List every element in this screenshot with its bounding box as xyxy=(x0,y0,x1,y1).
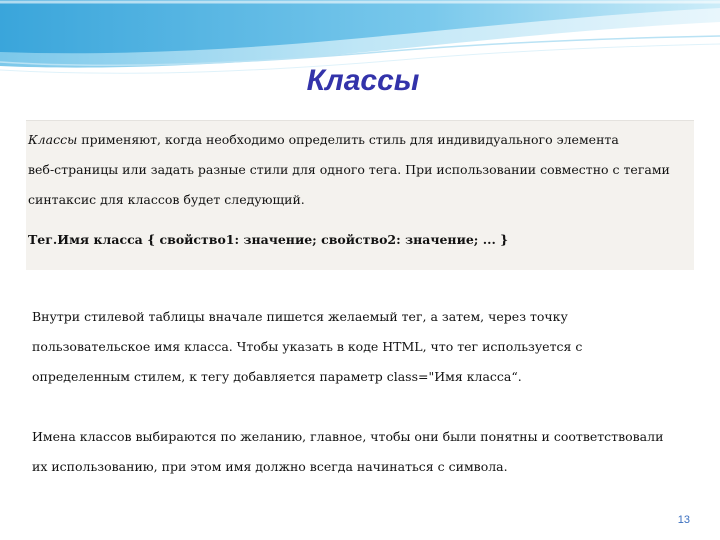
paragraph1-line-3: определенным стилем, к тегу добавляется параметр class="Имя класса“. xyxy=(32,369,522,384)
paragraph1-line-1: Внутри стилевой таблицы вначале пишется желаемый тег, а затем, через точку xyxy=(32,309,568,324)
intro-line-3: синтаксис для классов будет следующий. xyxy=(28,192,305,207)
slide-title: Классы xyxy=(306,64,420,97)
page-number: 13 xyxy=(677,514,690,526)
paragraph1-line-2: пользовательское имя класса. Чтобы указать в коде HTML, что тег используется с xyxy=(32,339,583,354)
intro-box xyxy=(26,120,694,270)
intro-line-1-text: применяют, когда необходимо определить стиль для индивидуального элемента xyxy=(77,132,619,147)
paragraph-class-naming xyxy=(32,422,692,482)
paragraph2-line-2: их использованию, при этом имя должно всегда начинаться с символа. xyxy=(32,459,508,474)
syntax-example: Тег.Имя класса { свойство1: значение; свойство2: значение; ... } xyxy=(28,232,509,247)
paragraph2-line-1: Имена классов выбираются по желанию, главное, чтобы они были понятны и соответствовали xyxy=(32,429,664,444)
intro-line-2: веб-страницы или задать разные стили для одного тега. При использовании совместно с тегами xyxy=(28,162,670,177)
intro-lead-term: Классы xyxy=(28,132,78,147)
intro-line-1 xyxy=(28,125,694,155)
paragraph-class-usage xyxy=(32,302,692,392)
